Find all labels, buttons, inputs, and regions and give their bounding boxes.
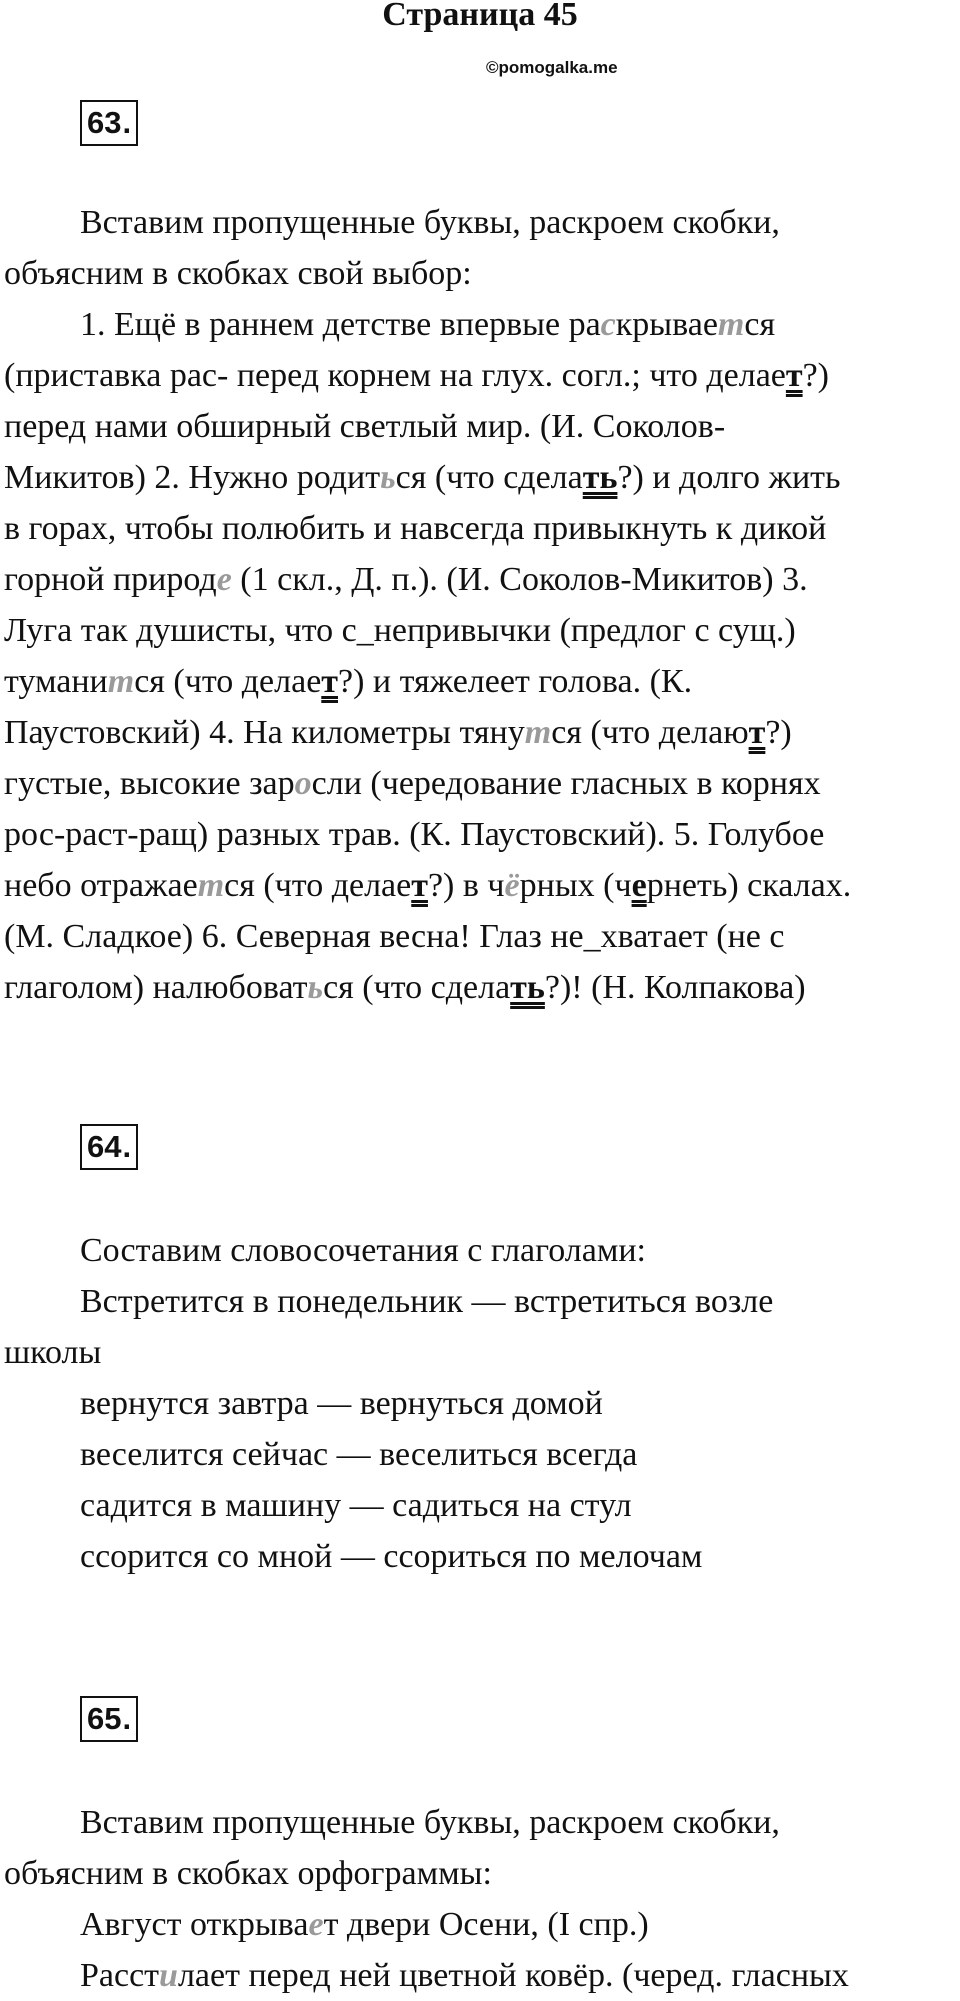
- text-line: [0, 1429, 960, 1480]
- text-line: [0, 452, 960, 503]
- text-segment: горной природ: [4, 561, 217, 598]
- underlined-ending: е: [631, 867, 647, 904]
- text-segment: ?) и долго жить: [617, 459, 841, 496]
- text-line: [0, 1378, 960, 1429]
- text-segment: т двери Осени, (I спр.): [323, 1906, 649, 1943]
- text-line: [0, 1899, 960, 1950]
- text-line: [0, 707, 960, 758]
- text-segment: (1 скл., Д. п.). (И. Соколов-Микитов) 3.: [231, 561, 808, 598]
- inserted-letter: о: [294, 765, 312, 802]
- underlined-ending: ть: [510, 969, 545, 1006]
- task-63-text: [0, 197, 960, 1013]
- text-line: [0, 1276, 960, 1327]
- underlined-ending: т: [748, 714, 766, 751]
- text-segment: рос-раст-ращ) разных трав. (К. Паустовский). 5. Голубое: [4, 816, 825, 853]
- text-segment: ся: [744, 306, 776, 343]
- text-line: [0, 1797, 960, 1848]
- inserted-letter: ь: [307, 969, 324, 1006]
- source-credit: ©pomogalka.me: [486, 58, 618, 77]
- text-line: [0, 401, 960, 452]
- text-line: [0, 860, 960, 911]
- text-line: [0, 656, 960, 707]
- text-segment: ?)! (Н. Колпакова): [544, 969, 806, 1006]
- text-segment: Луга так душисты, что с_непривычки (предлог с сущ.): [4, 612, 796, 649]
- text-segment: школы: [4, 1334, 102, 1371]
- inserted-letter: и: [159, 1957, 178, 1994]
- text-segment: крываe: [615, 306, 718, 343]
- text-line: [0, 554, 960, 605]
- text-line: [0, 911, 960, 962]
- underlined-ending: т: [411, 867, 428, 904]
- underlined-ending: т: [321, 663, 338, 700]
- text-segment: перед нами обширный светлый мир. (И. Соколов-: [4, 408, 726, 445]
- text-segment: ся (что делае: [134, 663, 322, 700]
- inserted-letter: ё: [504, 867, 520, 904]
- text-line: [0, 197, 960, 248]
- text-segment: ся (что сдела: [395, 459, 583, 496]
- text-segment: садится в машину — садиться на стул: [80, 1487, 632, 1524]
- text-line: [0, 1848, 960, 1899]
- text-segment: Встретится в понедельник — встретиться возле: [80, 1283, 774, 1320]
- task-number-65-value: 65: [87, 1701, 122, 1736]
- text-line: [0, 1327, 960, 1378]
- text-segment: (М. Сладкое) 6. Северная весна! Глаз не_хватает (не с: [4, 918, 785, 955]
- text-line: [0, 1531, 960, 1582]
- inserted-letter: т: [717, 306, 745, 343]
- text-segment: (приставка рас- перед корнем на глух. согл.; что делае: [4, 357, 786, 394]
- text-segment: лает перед ней цветной ковёр. (черед. гласных: [177, 1957, 849, 1994]
- inserted-letter: е: [308, 1906, 324, 1943]
- task-number-65: 65.: [80, 1696, 138, 1742]
- text-line: [0, 1225, 960, 1276]
- text-segment: в горах, чтобы полюбить и навсегда привыкнуть к дикой: [4, 510, 827, 547]
- task-number-64-value: 64: [87, 1129, 122, 1164]
- inserted-letter: т: [524, 714, 552, 751]
- text-segment: объясним в скобках орфограммы:: [4, 1855, 492, 1892]
- text-line: [0, 299, 960, 350]
- inserted-letter: ь: [380, 459, 396, 496]
- text-segment: Вставим пропущенные буквы, раскроем скобки,: [80, 1804, 780, 1841]
- text-segment: тумани: [4, 663, 108, 700]
- text-segment: ?): [802, 357, 830, 394]
- text-segment: Микитов) 2. Нужно родит: [4, 459, 381, 496]
- task-number-64: 64.: [80, 1124, 138, 1170]
- text-segment: небо отражае: [4, 867, 198, 904]
- text-line: [0, 248, 960, 299]
- text-segment: Паустовский) 4. На километры тяну: [4, 714, 525, 751]
- text-segment: 1. Ещё в раннем детстве впервые ра: [80, 306, 601, 343]
- text-segment: вернутся завтра — вернуться домой: [80, 1385, 603, 1422]
- text-segment: Август открыва: [80, 1906, 309, 1943]
- text-line: [0, 1950, 960, 2001]
- underlined-ending: т: [785, 357, 803, 394]
- text-segment: Составим словосочетания с глаголами:: [80, 1232, 646, 1269]
- text-segment: ссорится со мной — ссориться по мелочам: [80, 1538, 703, 1575]
- text-line: [0, 809, 960, 860]
- text-segment: веселится сейчас — веселиться всегда: [80, 1436, 638, 1473]
- task-64-text: [0, 1225, 960, 1582]
- text-segment: ?) и тяжелеет голова. (К.: [338, 663, 693, 700]
- inserted-letter: е: [216, 561, 232, 598]
- inserted-letter: т: [107, 663, 135, 700]
- task-number-63-value: 63: [87, 105, 122, 140]
- text-segment: объясним в скобках свой выбор:: [4, 255, 472, 292]
- text-segment: Расст: [80, 1957, 160, 1994]
- text-segment: ?): [765, 714, 792, 751]
- text-segment: рнеть) скалах.: [646, 867, 852, 904]
- text-segment: густые, высокие зар: [4, 765, 295, 802]
- task-number-63: 63.: [80, 100, 138, 146]
- inserted-letter: т: [197, 867, 225, 904]
- text-segment: ся (что делае: [224, 867, 412, 904]
- text-line: [0, 503, 960, 554]
- text-line: [0, 1480, 960, 1531]
- text-line: [0, 605, 960, 656]
- text-line: [0, 350, 960, 401]
- text-segment: ся (что сдела: [323, 969, 511, 1006]
- inserted-letter: с: [600, 306, 616, 343]
- task-65-text: [0, 1797, 960, 2001]
- text-line: [0, 962, 960, 1013]
- page-title: Страница 45: [382, 0, 578, 33]
- underlined-ending: ть: [582, 459, 618, 496]
- text-segment: Вставим пропущенные буквы, раскроем скобки,: [80, 204, 780, 241]
- text-segment: рных (ч: [519, 867, 632, 904]
- text-line: [0, 758, 960, 809]
- text-segment: ся (что делаю: [551, 714, 749, 751]
- text-segment: ?) в ч: [427, 867, 505, 904]
- text-segment: сли (чередование гласных в корнях: [311, 765, 821, 802]
- text-segment: глаголом) налюбоват: [4, 969, 308, 1006]
